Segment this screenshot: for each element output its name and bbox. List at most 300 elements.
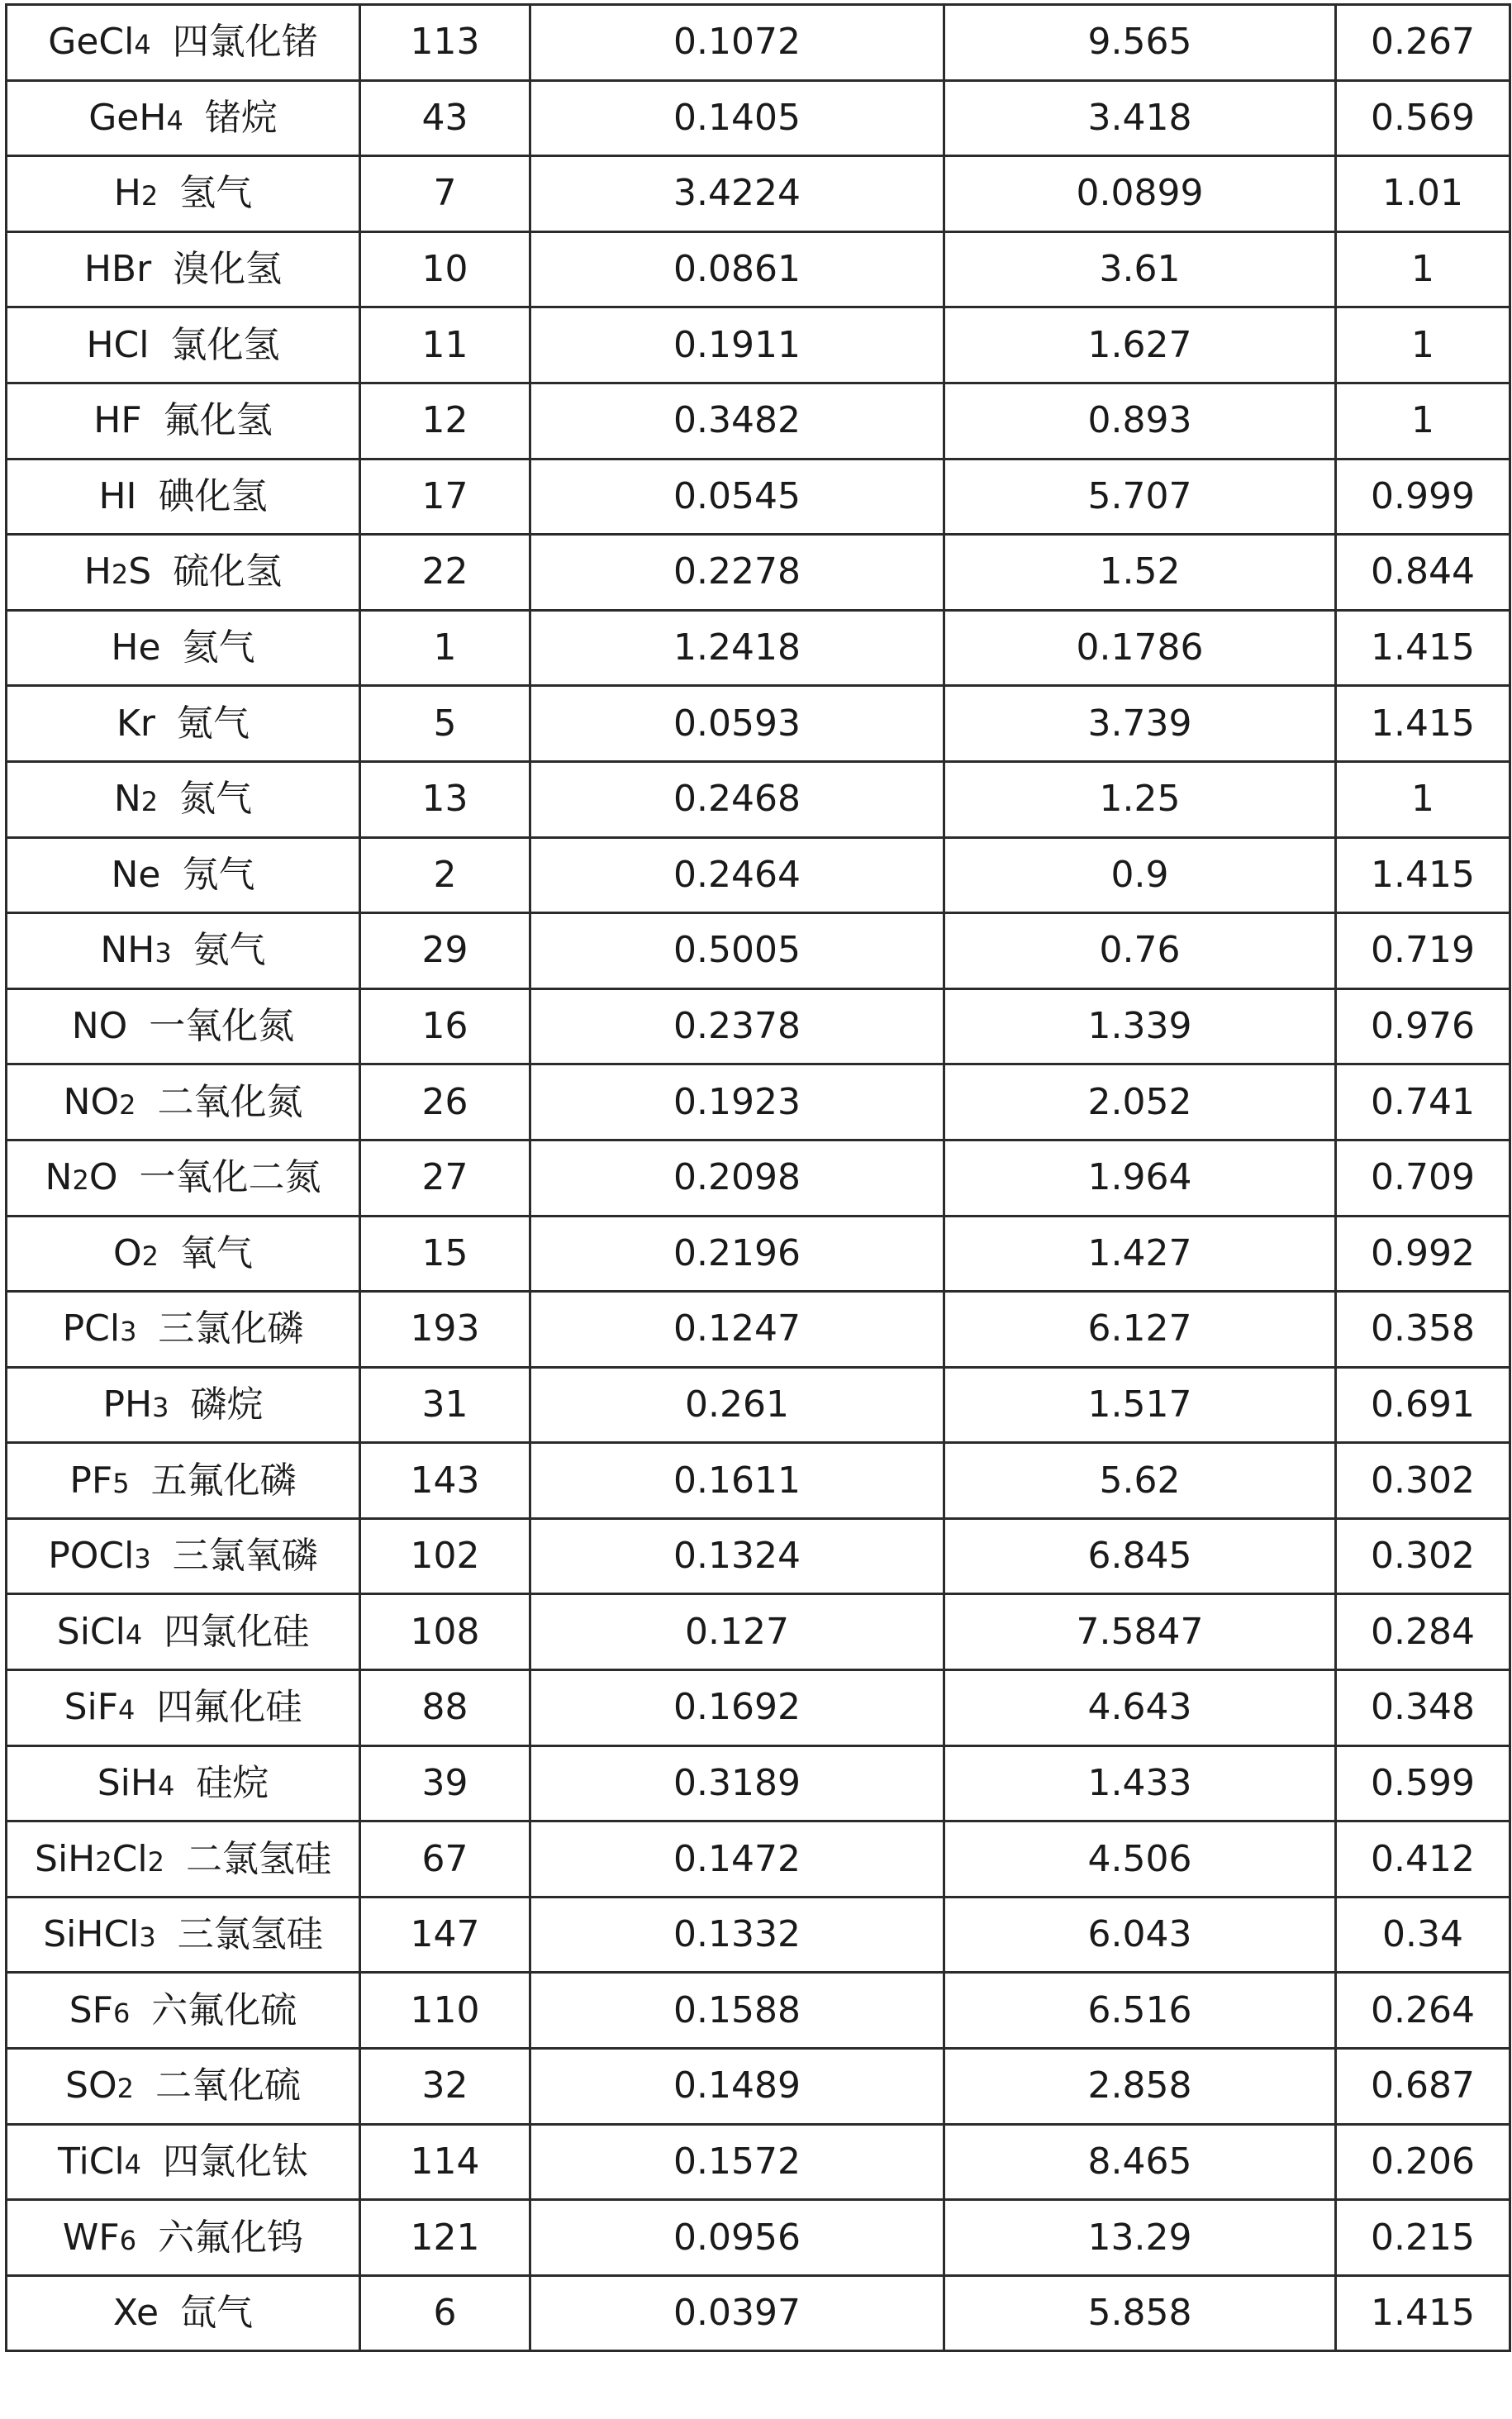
value-cell-1: 0.1611: [530, 1443, 944, 1519]
table-row: [7, 1292, 1510, 1368]
formula-text: S: [128, 550, 152, 593]
value-cell-1: 0.2378: [530, 988, 944, 1064]
formula-subscript: 3: [134, 1543, 151, 1575]
value-cell-1: 0.0956: [530, 2200, 944, 2276]
chemical-formula: [63, 1080, 136, 1123]
value-cell-2: 6.845: [944, 1518, 1336, 1594]
value-cell-2: 0.9: [944, 837, 1336, 913]
gas-name-cell: [7, 5, 360, 81]
formula-text: NH: [100, 929, 155, 972]
value-cell-1: 0.5005: [530, 913, 944, 989]
chemical-formula: [111, 853, 161, 896]
gas-name-cell: [7, 1216, 360, 1292]
formula-text: O: [113, 1231, 142, 1274]
value-cell-1: 0.3189: [530, 1745, 944, 1821]
gas-name-cell: [7, 535, 360, 611]
chemical-formula: [35, 1837, 164, 1880]
gas-name-cell: [7, 1443, 360, 1519]
gas-properties-table: [5, 3, 1511, 2352]
chinese-name: 硫化氢: [173, 550, 283, 593]
value-cell-1: 0.1324: [530, 1518, 944, 1594]
chinese-name: 氙气: [180, 2292, 254, 2335]
value-cell-2: 0.76: [944, 913, 1336, 989]
value-cell-3: 0.999: [1336, 459, 1510, 535]
chinese-name: 硅烷: [196, 1761, 269, 1804]
table-row: [7, 1367, 1510, 1443]
gas-name-cell: [7, 2275, 360, 2351]
gas-code-cell: 12: [360, 383, 530, 459]
value-cell-3: 1.415: [1336, 2275, 1510, 2351]
gas-code-cell: 13: [360, 761, 530, 837]
gas-code-cell: 1: [360, 610, 530, 686]
chinese-name: 氖气: [182, 853, 255, 896]
value-cell-3: 0.844: [1336, 535, 1510, 611]
gas-code-cell: 15: [360, 1216, 530, 1292]
gas-name-cell: [7, 761, 360, 837]
value-cell-1: 0.261: [530, 1367, 944, 1443]
table-row: [7, 1670, 1510, 1746]
table-row: [7, 1518, 1510, 1594]
chemical-formula: [69, 1459, 130, 1502]
table-row: [7, 1897, 1510, 1973]
gas-code-cell: 39: [360, 1745, 530, 1821]
formula-text: PCl: [62, 1307, 121, 1350]
value-cell-3: 0.34: [1336, 1897, 1510, 1973]
formula-subscript: 2: [116, 2073, 134, 2105]
gas-code-cell: 32: [360, 2049, 530, 2125]
value-cell-1: 0.1692: [530, 1670, 944, 1746]
chinese-name: 锗烷: [204, 96, 278, 139]
gas-code-cell: 67: [360, 1821, 530, 1898]
formula-subscript: 2: [140, 180, 159, 212]
chinese-name: 氮气: [179, 778, 253, 821]
gas-name-cell: [7, 1670, 360, 1746]
formula-text: Xe: [112, 2292, 159, 2335]
table-row: [7, 1745, 1510, 1821]
value-cell-1: 0.1405: [530, 80, 944, 156]
gas-name-cell: [7, 2124, 360, 2200]
chemical-formula: [71, 1005, 128, 1048]
formula-subscript: 3: [152, 1391, 169, 1423]
gas-name-cell: [7, 837, 360, 913]
value-cell-3: 0.264: [1336, 1973, 1510, 2049]
value-cell-1: 0.3482: [530, 383, 944, 459]
value-cell-3: 0.691: [1336, 1367, 1510, 1443]
gas-code-cell: 108: [360, 1594, 530, 1670]
formula-subscript: 4: [166, 104, 183, 136]
gas-name-cell: [7, 1745, 360, 1821]
formula-text: NO: [71, 1005, 128, 1048]
chinese-name: 四氯化锗: [172, 21, 318, 64]
chemical-formula: [69, 1988, 131, 2031]
gas-code-cell: 2: [360, 837, 530, 913]
gas-name-cell: [7, 610, 360, 686]
chinese-name: 氢气: [179, 172, 253, 215]
gas-name-cell: [7, 2200, 360, 2276]
table-row: [7, 307, 1510, 383]
chemical-formula: [100, 929, 172, 972]
formula-subscript: 4: [157, 1769, 175, 1802]
formula-subscript: 4: [124, 2148, 142, 2180]
chinese-name: 一氧化二氮: [139, 1156, 321, 1199]
formula-text: Kr: [116, 702, 155, 745]
value-cell-2: 9.565: [944, 5, 1336, 81]
formula-text: O: [88, 1156, 118, 1199]
value-cell-1: 0.0545: [530, 459, 944, 535]
chinese-name: 五氟化磷: [150, 1459, 297, 1502]
table-row: [7, 1140, 1510, 1216]
chemical-formula: [56, 1610, 143, 1653]
formula-subscript: 2: [119, 1088, 136, 1121]
chinese-name: 氦气: [182, 626, 255, 669]
value-cell-1: 0.127: [530, 1594, 944, 1670]
value-cell-2: 0.1786: [944, 610, 1336, 686]
table-row: [7, 459, 1510, 535]
value-cell-2: 4.506: [944, 1821, 1336, 1898]
formula-text: HF: [93, 399, 142, 442]
formula-text: N: [113, 778, 141, 821]
formula-text: H: [83, 550, 112, 593]
value-cell-3: 0.284: [1336, 1594, 1510, 1670]
gas-code-cell: 17: [360, 459, 530, 535]
gas-code-cell: 16: [360, 988, 530, 1064]
formula-text: NO: [63, 1080, 120, 1123]
gas-code-cell: 22: [360, 535, 530, 611]
chinese-name: 二氯氢硅: [185, 1837, 331, 1880]
value-cell-3: 0.358: [1336, 1292, 1510, 1368]
value-cell-2: 6.043: [944, 1897, 1336, 1973]
value-cell-3: 0.569: [1336, 80, 1510, 156]
gas-code-cell: 6: [360, 2275, 530, 2351]
value-cell-3: 0.206: [1336, 2124, 1510, 2200]
chemical-formula: [45, 1156, 118, 1199]
gas-name-cell: [7, 459, 360, 535]
gas-code-cell: 11: [360, 307, 530, 383]
chinese-name: 四氯化硅: [164, 1610, 310, 1653]
formula-text: GeCl: [48, 21, 135, 64]
table-row: [7, 1973, 1510, 2049]
value-cell-1: 0.2468: [530, 761, 944, 837]
gas-name-cell: [7, 1973, 360, 2049]
value-cell-2: 5.707: [944, 459, 1336, 535]
chinese-name: 三氯氢硅: [177, 1913, 323, 1956]
formula-subscript: 2: [147, 1845, 164, 1878]
formula-text: SO: [65, 2064, 117, 2107]
value-cell-3: 1.415: [1336, 837, 1510, 913]
value-cell-1: 0.1923: [530, 1064, 944, 1140]
table-row: [7, 156, 1510, 232]
table-row: [7, 80, 1510, 156]
value-cell-2: 3.61: [944, 231, 1336, 307]
chemical-formula: [65, 2064, 134, 2107]
gas-code-cell: 143: [360, 1443, 530, 1519]
formula-text: HBr: [83, 248, 152, 291]
chemical-formula: [112, 2292, 159, 2335]
value-cell-3: 1: [1336, 307, 1510, 383]
value-cell-2: 6.516: [944, 1973, 1336, 2049]
value-cell-1: 0.2464: [530, 837, 944, 913]
chinese-name: 二氧化硫: [155, 2064, 301, 2107]
table-row: [7, 686, 1510, 762]
chinese-name: 氯化氢: [170, 323, 280, 366]
value-cell-2: 5.62: [944, 1443, 1336, 1519]
value-cell-1: 3.4224: [530, 156, 944, 232]
table-row: [7, 535, 1510, 611]
formula-text: GeH: [88, 96, 167, 139]
value-cell-1: 0.0593: [530, 686, 944, 762]
formula-text: SiH: [35, 1837, 96, 1880]
chinese-name: 三氯化磷: [158, 1307, 304, 1350]
value-cell-3: 1: [1336, 761, 1510, 837]
table-row: [7, 1064, 1510, 1140]
chinese-name: 氨气: [193, 929, 266, 972]
formula-subscript: 4: [118, 1694, 136, 1726]
formula-subscript: 3: [120, 1316, 137, 1348]
chemical-formula: [48, 21, 151, 64]
chinese-name: 磷烷: [190, 1383, 264, 1426]
formula-text: HCl: [86, 323, 150, 366]
value-cell-1: 0.2196: [530, 1216, 944, 1292]
gas-name-cell: [7, 1897, 360, 1973]
value-cell-2: 0.893: [944, 383, 1336, 459]
formula-text: H: [113, 172, 141, 215]
gas-name-cell: [7, 1292, 360, 1368]
value-cell-1: 0.1247: [530, 1292, 944, 1368]
formula-text: SiHCl: [43, 1913, 140, 1956]
value-cell-3: 0.719: [1336, 913, 1510, 989]
chemical-formula: [43, 1913, 156, 1956]
table-row: [7, 1216, 1510, 1292]
value-cell-3: 0.412: [1336, 1821, 1510, 1898]
chemical-formula: [111, 626, 161, 669]
value-cell-2: 0.0899: [944, 156, 1336, 232]
formula-subscript: 4: [134, 29, 151, 61]
gas-code-cell: 147: [360, 1897, 530, 1973]
value-cell-2: 1.433: [944, 1745, 1336, 1821]
value-cell-2: 8.465: [944, 2124, 1336, 2200]
value-cell-3: 0.976: [1336, 988, 1510, 1064]
gas-code-cell: 43: [360, 80, 530, 156]
gas-code-cell: 7: [360, 156, 530, 232]
table-body: [7, 5, 1510, 2351]
formula-subscript: 3: [155, 937, 172, 969]
formula-text: TiCl: [57, 2140, 125, 2183]
chemical-formula: [48, 1535, 151, 1578]
value-cell-3: 1.01: [1336, 156, 1510, 232]
gas-code-cell: 193: [360, 1292, 530, 1368]
value-cell-3: 0.992: [1336, 1216, 1510, 1292]
value-cell-2: 2.052: [944, 1064, 1336, 1140]
value-cell-3: 0.302: [1336, 1518, 1510, 1594]
gas-name-cell: [7, 1064, 360, 1140]
value-cell-1: 0.2278: [530, 535, 944, 611]
value-cell-1: 0.1472: [530, 1821, 944, 1898]
value-cell-2: 7.5847: [944, 1594, 1336, 1670]
value-cell-2: 5.858: [944, 2275, 1336, 2351]
gas-code-cell: 5: [360, 686, 530, 762]
value-cell-2: 1.964: [944, 1140, 1336, 1216]
gas-name-cell: [7, 988, 360, 1064]
chemical-formula: [113, 1231, 159, 1274]
value-cell-3: 0.741: [1336, 1064, 1510, 1140]
value-cell-2: 1.427: [944, 1216, 1336, 1292]
value-cell-1: 0.1489: [530, 2049, 944, 2125]
value-cell-2: 1.52: [944, 535, 1336, 611]
table-row: [7, 1821, 1510, 1898]
value-cell-1: 0.1072: [530, 5, 944, 81]
table-row: [7, 837, 1510, 913]
value-cell-2: 6.127: [944, 1292, 1336, 1368]
chemical-formula: [113, 778, 159, 821]
chinese-name: 三氯氧磷: [172, 1535, 318, 1578]
formula-subscript: 2: [95, 1845, 112, 1878]
gas-code-cell: 27: [360, 1140, 530, 1216]
formula-subscript: 2: [72, 1164, 89, 1197]
gas-code-cell: 88: [360, 1670, 530, 1746]
table-row: [7, 913, 1510, 989]
gas-code-cell: 102: [360, 1518, 530, 1594]
chemical-formula: [102, 1383, 169, 1426]
chinese-name: 氪气: [176, 702, 250, 745]
formula-subscript: 4: [125, 1618, 143, 1650]
table-row: [7, 1443, 1510, 1519]
chemical-formula: [113, 172, 159, 215]
value-cell-3: 0.348: [1336, 1670, 1510, 1746]
table-row: [7, 610, 1510, 686]
gas-code-cell: 121: [360, 2200, 530, 2276]
chinese-name: 二氧化氮: [157, 1080, 303, 1123]
chemical-formula: [116, 702, 155, 745]
chemical-formula: [97, 1761, 175, 1804]
value-cell-3: 0.687: [1336, 2049, 1510, 2125]
value-cell-3: 1.415: [1336, 686, 1510, 762]
gas-name-cell: [7, 1518, 360, 1594]
table-row: [7, 2049, 1510, 2125]
gas-code-cell: 31: [360, 1367, 530, 1443]
value-cell-3: 0.599: [1336, 1745, 1510, 1821]
chemical-formula: [64, 1686, 136, 1729]
gas-name-cell: [7, 156, 360, 232]
value-cell-3: 1: [1336, 231, 1510, 307]
value-cell-3: 0.709: [1336, 1140, 1510, 1216]
chemical-formula: [86, 323, 150, 366]
chemical-formula: [88, 96, 183, 139]
value-cell-1: 0.1588: [530, 1973, 944, 2049]
formula-text: HI: [98, 474, 137, 517]
formula-subscript: 2: [111, 559, 129, 591]
value-cell-1: 0.1332: [530, 1897, 944, 1973]
table-row: [7, 988, 1510, 1064]
gas-code-cell: 10: [360, 231, 530, 307]
gas-name-cell: [7, 1367, 360, 1443]
value-cell-2: 3.418: [944, 80, 1336, 156]
formula-text: SiCl: [56, 1610, 126, 1653]
gas-name-cell: [7, 1821, 360, 1898]
formula-subscript: 6: [112, 1997, 131, 2029]
value-cell-3: 1: [1336, 383, 1510, 459]
chemical-formula: [93, 399, 142, 442]
chemical-formula: [62, 1307, 137, 1350]
gas-name-cell: [7, 80, 360, 156]
formula-text: PF: [69, 1459, 113, 1502]
chemical-formula: [98, 474, 137, 517]
formula-subscript: 3: [139, 1921, 156, 1954]
gas-name-cell: [7, 2049, 360, 2125]
value-cell-2: 1.517: [944, 1367, 1336, 1443]
gas-code-cell: 29: [360, 913, 530, 989]
formula-text: Cl: [112, 1837, 148, 1880]
gas-name-cell: [7, 383, 360, 459]
value-cell-2: 1.627: [944, 307, 1336, 383]
table-row: [7, 2200, 1510, 2276]
value-cell-1: 1.2418: [530, 610, 944, 686]
formula-subscript: 2: [141, 1240, 159, 1272]
formula-subscript: 5: [112, 1467, 130, 1499]
table-row: [7, 1594, 1510, 1670]
chinese-name: 溴化氢: [173, 248, 283, 291]
value-cell-2: 3.739: [944, 686, 1336, 762]
chemical-formula: [83, 550, 152, 593]
gas-code-cell: 114: [360, 2124, 530, 2200]
gas-name-cell: [7, 307, 360, 383]
value-cell-2: 13.29: [944, 2200, 1336, 2276]
formula-text: SiF: [64, 1686, 119, 1729]
chemical-formula: [62, 2216, 137, 2259]
formula-text: Ne: [111, 853, 161, 896]
gas-name-cell: [7, 1140, 360, 1216]
gas-name-cell: [7, 1594, 360, 1670]
formula-text: N: [45, 1156, 73, 1199]
table-row: [7, 2275, 1510, 2351]
value-cell-1: 0.0861: [530, 231, 944, 307]
value-cell-1: 0.1911: [530, 307, 944, 383]
chinese-name: 六氟化钨: [158, 2216, 304, 2259]
value-cell-3: 0.215: [1336, 2200, 1510, 2276]
gas-code-cell: 113: [360, 5, 530, 81]
table-row: [7, 383, 1510, 459]
value-cell-2: 1.339: [944, 988, 1336, 1064]
value-cell-3: 1.415: [1336, 610, 1510, 686]
formula-text: POCl: [48, 1535, 135, 1578]
gas-code-cell: 110: [360, 1973, 530, 2049]
value-cell-2: 2.858: [944, 2049, 1336, 2125]
chinese-name: 碘化氢: [158, 474, 268, 517]
chinese-name: 氟化氢: [163, 399, 273, 442]
chinese-name: 一氧化氮: [149, 1005, 295, 1048]
formula-text: SiH: [97, 1761, 158, 1804]
chinese-name: 六氟化硫: [151, 1988, 297, 2031]
formula-subscript: 2: [140, 786, 159, 818]
value-cell-3: 0.267: [1336, 5, 1510, 81]
chinese-name: 四氯化钛: [163, 2140, 309, 2183]
value-cell-1: 0.2098: [530, 1140, 944, 1216]
gas-name-cell: [7, 231, 360, 307]
chemical-formula: [57, 2140, 142, 2183]
gas-name-cell: [7, 686, 360, 762]
gas-code-cell: 26: [360, 1064, 530, 1140]
table-row: [7, 761, 1510, 837]
formula-text: WF: [62, 2216, 120, 2259]
table-row: [7, 231, 1510, 307]
table-row: [7, 5, 1510, 81]
formula-text: PH: [102, 1383, 153, 1426]
gas-name-cell: [7, 913, 360, 989]
table-row: [7, 2124, 1510, 2200]
chemical-formula: [83, 248, 152, 291]
chinese-name: 氧气: [180, 1231, 253, 1274]
formula-text: SF: [69, 1988, 113, 2031]
value-cell-1: 0.0397: [530, 2275, 944, 2351]
